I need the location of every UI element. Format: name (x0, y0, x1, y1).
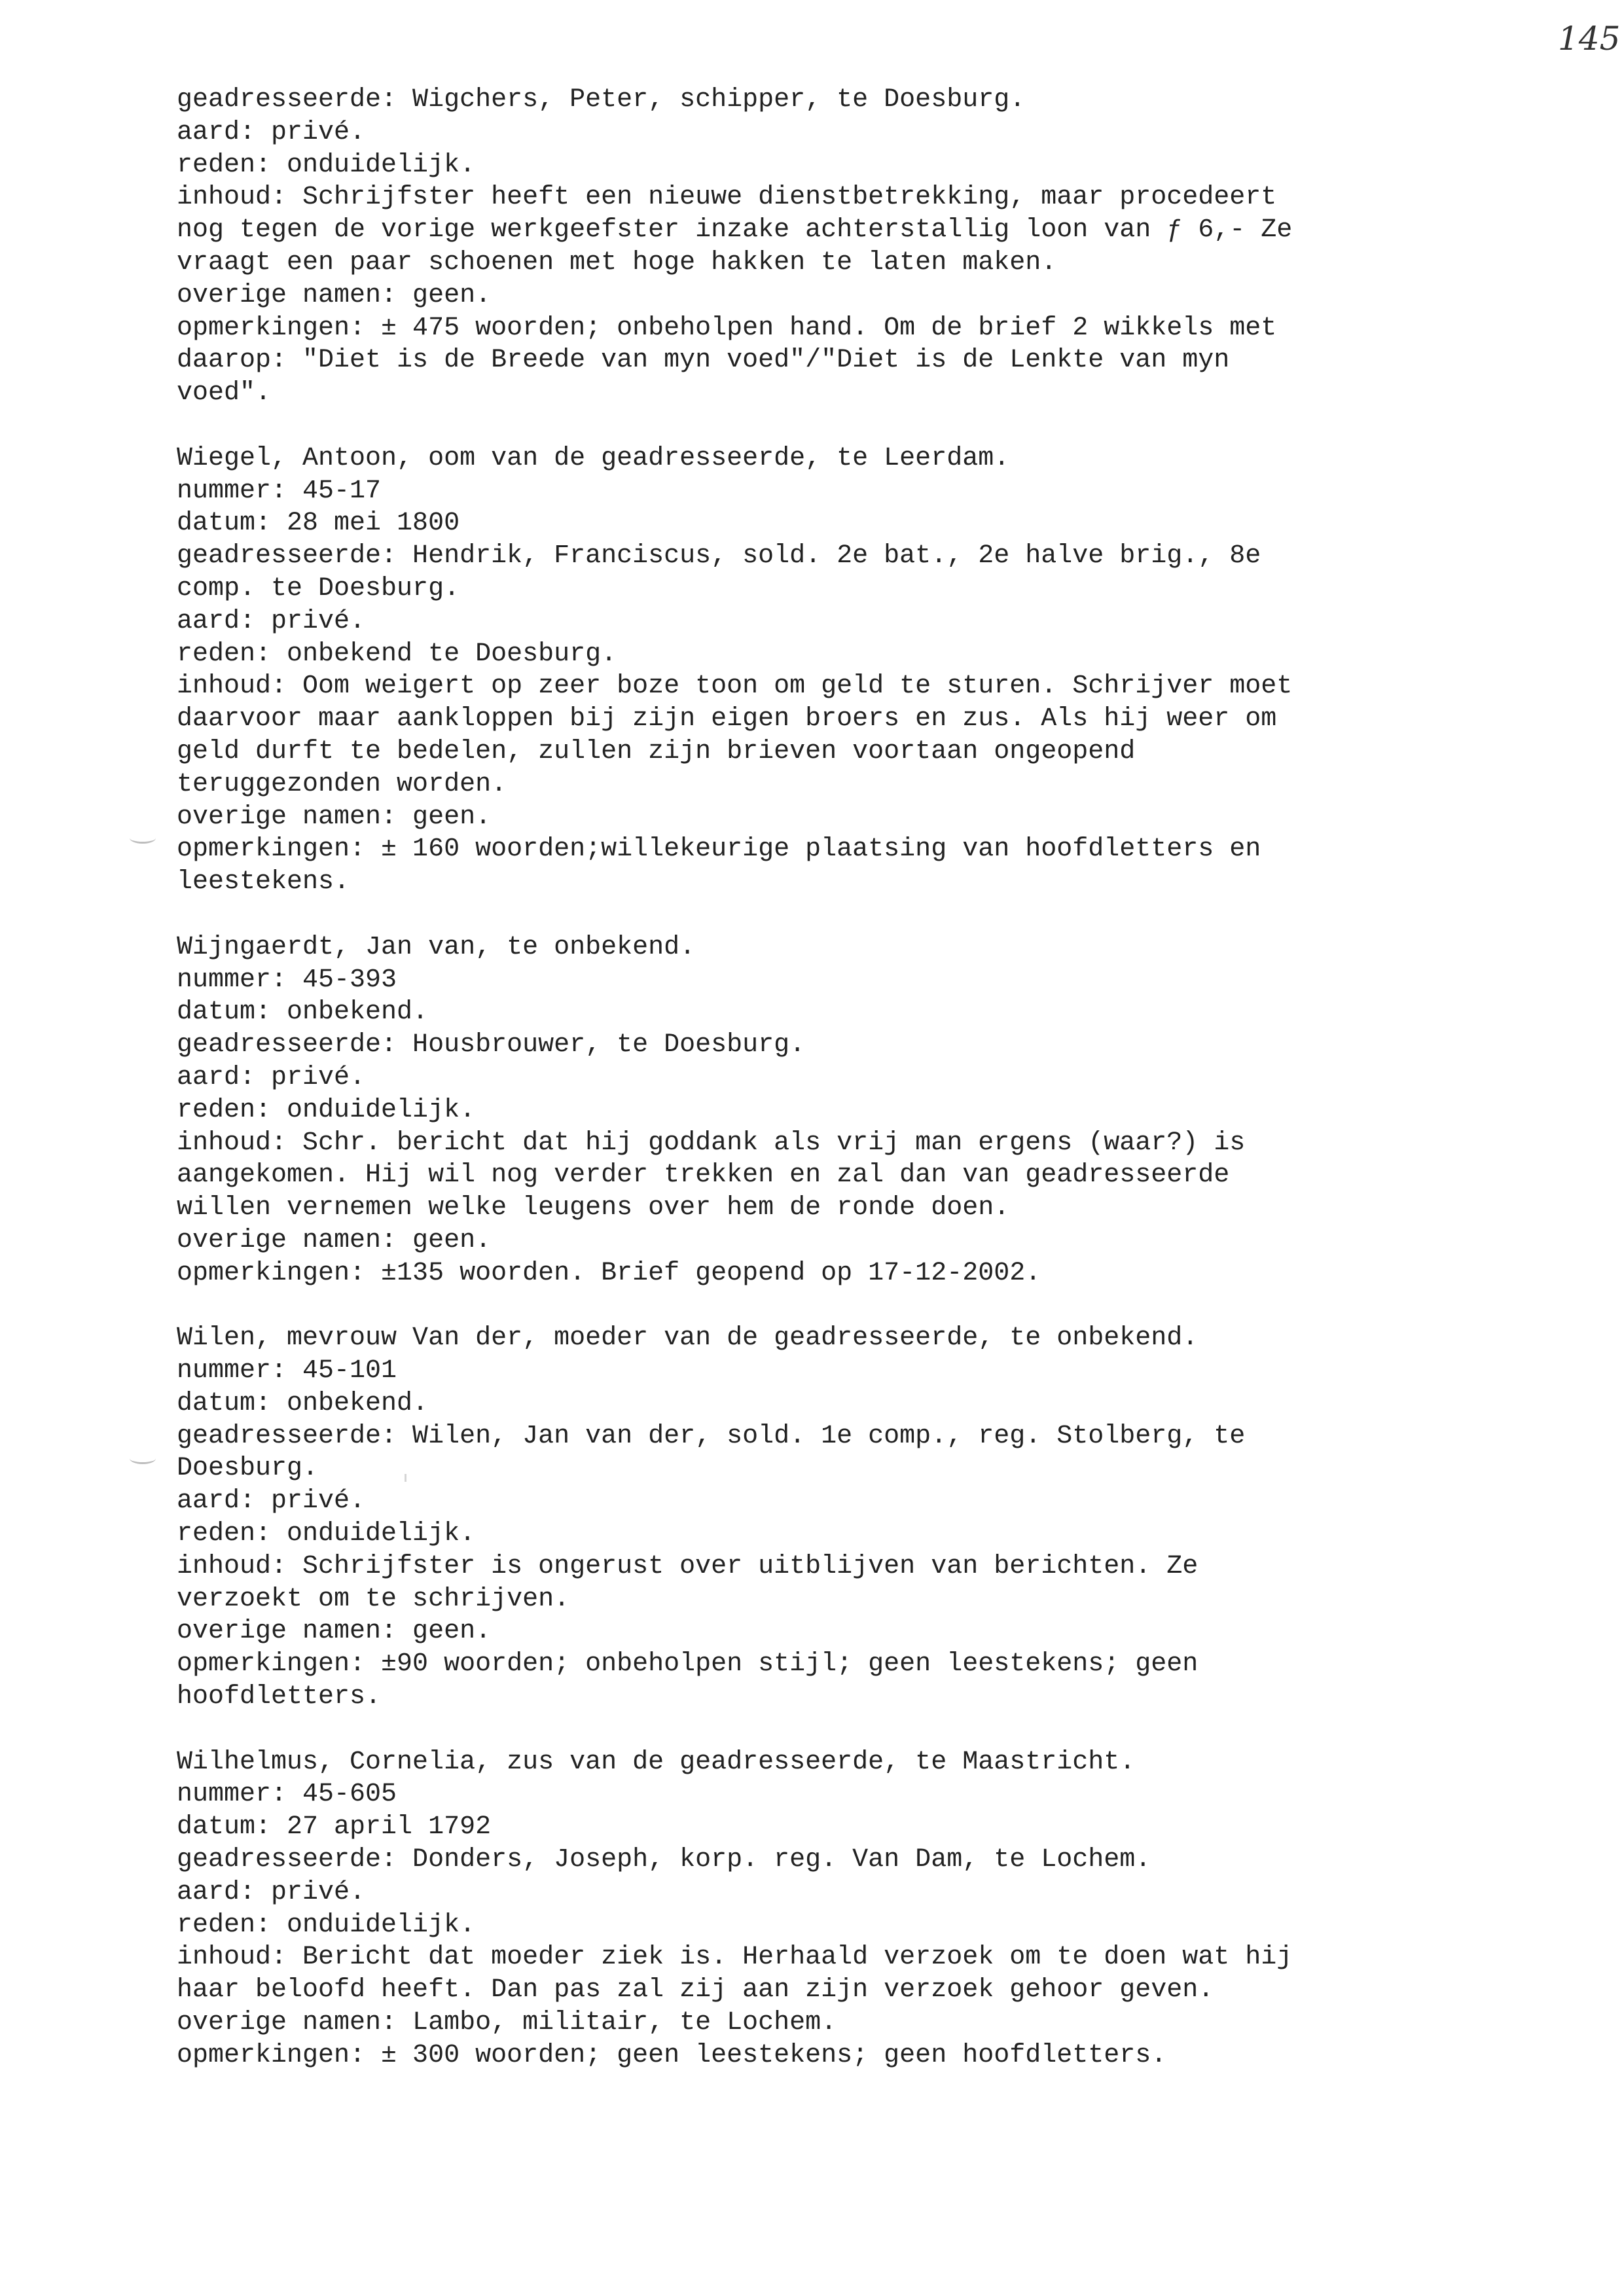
text-line: nummer: 45-393 (177, 965, 397, 995)
text-line: opmerkingen: ± 160 woorden;willekeurige plaatsing van hoofdletters en (177, 834, 1261, 865)
text-line: reden: onduidelijk. (177, 1519, 476, 1549)
text-line: aard: privé. (177, 1486, 366, 1516)
blank-line (177, 1289, 1486, 1322)
text-line: overige namen: geen. (177, 1617, 492, 1647)
scan-punch-mark (130, 833, 156, 844)
text-line: reden: onduidelijk. (177, 1095, 476, 1125)
text-line: overige namen: Lambo, militair, te Lochem. (177, 2008, 837, 2038)
text-line: leestekens. (177, 867, 350, 897)
text-line: opmerkingen: ±135 woorden. Brief geopend op 17-12-2002. (177, 1258, 1041, 1288)
text-line: overige namen: geen. (177, 1225, 492, 1255)
text-line: aangekomen. Hij wil nog verder trekken en zal dan van geadresseerde (177, 1160, 1230, 1191)
text-line: teruggezonden worden. (177, 769, 507, 799)
text-line: inhoud: Schrijfster heeft een nieuwe dienstbetrekking, maar procedeert (177, 183, 1277, 213)
text-line: reden: onbekend te Doesburg. (177, 639, 617, 669)
text-line: overige namen: geen. (177, 280, 492, 310)
text-line: datum: 28 mei 1800 (177, 509, 460, 539)
text-line: aard: privé. (177, 117, 366, 147)
scan-punch-mark (130, 1453, 156, 1464)
text-line: inhoud: Bericht dat moeder ziek is. Herhaald verzoek om te doen wat hij (177, 1943, 1293, 1973)
text-line: datum: onbekend. (177, 997, 429, 1028)
text-line: verzoekt om te schrijven. (177, 1584, 570, 1614)
text-line: inhoud: Oom weigert op zeer boze toon om geld te sturen. Schrijver moet (177, 672, 1293, 702)
text-line: nummer: 45-17 (177, 476, 382, 506)
text-line: geadresseerde: Wigchers, Peter, schipper, te Doesburg. (177, 85, 1026, 115)
text-line: aard: privé. (177, 1877, 366, 1907)
text-line: geadresseerde: Wilen, Jan van der, sold. 1e comp., reg. Stolberg, te (177, 1421, 1246, 1451)
text-line: Wilen, mevrouw Van der, moeder van de geadresseerde, te onbekend. (177, 1323, 1199, 1354)
text-line: daarop: "Diet is de Breede van myn voed"/"Diet is de Lenkte van myn (177, 346, 1230, 376)
text-line: aard: privé. (177, 606, 366, 636)
text-line: opmerkingen: ± 300 woorden; geen leestekens; geen hoofdletters. (177, 2040, 1167, 2070)
blank-line (177, 410, 1486, 442)
text-line: inhoud: Schr. bericht dat hij goddank als vrij man ergens (waar?) is (177, 1128, 1246, 1158)
text-line: geadresseerde: Housbrouwer, te Doesburg. (177, 1030, 806, 1060)
text-line: reden: onduidelijk. (177, 1910, 476, 1940)
text-line: willen vernemen welke leugens over hem de ronde doen. (177, 1193, 1010, 1223)
text-line: datum: onbekend. (177, 1388, 429, 1418)
text-line: overige namen: geen. (177, 802, 492, 832)
text-line: vraagt een paar schoenen met hoge hakken te laten maken. (177, 247, 1057, 278)
text-line: geld durft te bedelen, zullen zijn brieven voortaan ongeopend (177, 736, 1136, 766)
text-line: comp. te Doesburg. (177, 573, 460, 603)
text-line: geadresseerde: Hendrik, Franciscus, sold. 2e bat., 2e halve brig., 8e (177, 541, 1261, 571)
text-line: Wilhelmus, Cornelia, zus van de geadresseerde, te Maastricht. (177, 1747, 1136, 1777)
text-line: datum: 27 april 1792 (177, 1812, 492, 1842)
text-line: aard: privé. (177, 1062, 366, 1092)
text-line: inhoud: Schrijfster is ongerust over uitblijven van berichten. Ze (177, 1551, 1199, 1581)
text-line: voed". (177, 378, 272, 408)
text-line: nummer: 45-101 (177, 1356, 397, 1386)
page-number: 145 (1558, 20, 1621, 58)
document-body (177, 84, 1486, 2072)
text-line: haar beloofd heeft. Dan pas zal zij aan zijn verzoek gehoor geven. (177, 1975, 1214, 2005)
text-line: Doesburg. (177, 1454, 319, 1484)
blank-line (177, 1713, 1486, 1746)
text-line: Wijngaerdt, Jan van, te onbekend. (177, 932, 696, 962)
text-line: reden: onduidelijk. (177, 150, 476, 180)
text-line: nummer: 45-605 (177, 1780, 397, 1810)
blank-line (177, 899, 1486, 931)
text-line: nog tegen de vorige werkgeefster inzake achterstallig loon van ƒ 6,- Ze (177, 215, 1293, 245)
text-line: opmerkingen: ±90 woorden; onbeholpen stijl; geen leestekens; geen (177, 1649, 1199, 1679)
text-line: Wiegel, Antoon, oom van de geadresseerde, te Leerdam. (177, 443, 1010, 473)
text-line: daarvoor maar aankloppen bij zijn eigen broers en zus. Als hij weer om (177, 704, 1277, 734)
text-line: geadresseerde: Donders, Joseph, korp. reg. Van Dam, te Lochem. (177, 1845, 1151, 1875)
text-line: hoofdletters. (177, 1682, 382, 1712)
text-line: opmerkingen: ± 475 woorden; onbeholpen hand. Om de brief 2 wikkels met (177, 313, 1277, 343)
